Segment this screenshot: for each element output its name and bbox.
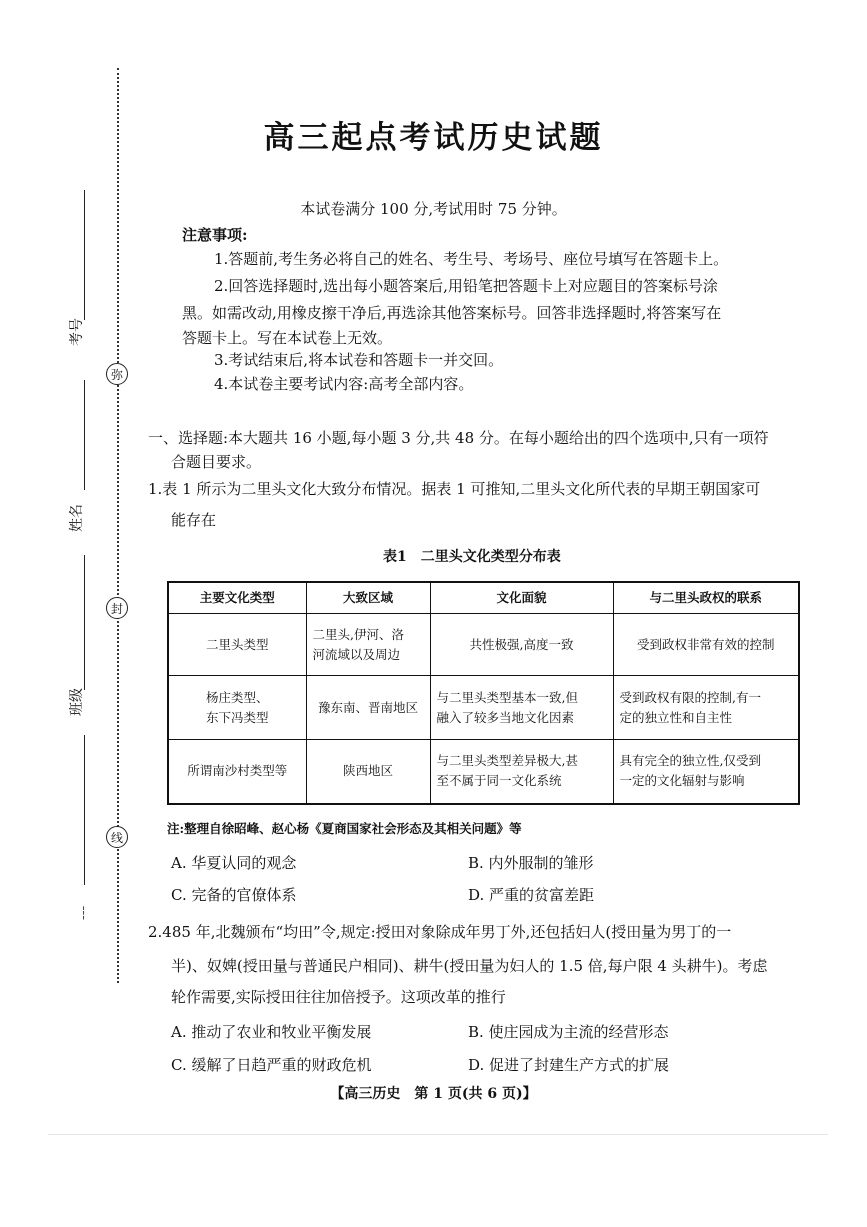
notice-line-6: 4.本试卷主要考试内容:高考全部内容。 xyxy=(214,375,474,393)
table-cell xyxy=(430,614,613,676)
seal-mark-xian: 线 xyxy=(106,826,128,848)
seat-write-line xyxy=(84,735,85,885)
cell-text: 具有完全的独立性,仅受到 xyxy=(619,753,761,769)
question-2-option-d: D. 促进了封建生产方式的扩展 xyxy=(468,1056,670,1074)
class-write-line xyxy=(84,555,85,690)
table-header-row xyxy=(168,582,799,614)
cell-text: 受到政权非常有效的控制 xyxy=(636,636,775,652)
column-header: 主要文化类型 xyxy=(168,582,306,614)
table-row xyxy=(168,740,799,804)
question-2-stem-line-2: 半)、奴婢(授田量与普通民户相同)、耕牛(授田量为妇人的 1.5 倍,每户限 4 头耕牛)。考虑 xyxy=(171,957,768,975)
notice-line-4: 答题卡上。写在本试卷上无效。 xyxy=(182,329,393,347)
exam-info: 本试卷满分 100 分,考试用时 75 分钟。 xyxy=(300,200,567,218)
column-header: 大致区域 xyxy=(306,582,430,614)
column-header: 与二里头政权的联系 xyxy=(613,582,799,614)
table-cell xyxy=(168,676,306,740)
question-1-stem-line-2: 能存在 xyxy=(171,511,217,529)
question-1-option-d: D. 严重的贫富差距 xyxy=(468,886,595,904)
name-label: 姓名 xyxy=(69,504,85,532)
question-2-option-b: B. 使庄园成为主流的经营形态 xyxy=(468,1023,669,1041)
cell-text: 至不属于同一文化系统 xyxy=(436,773,562,789)
cell-text: 定的独立性和自主性 xyxy=(619,709,733,725)
question-2-option-a: A. 推动了农业和牧业平衡发展 xyxy=(171,1023,372,1041)
notice-heading: 注意事项: xyxy=(182,226,248,244)
table-1-title: 表1 二里头文化类型分布表 xyxy=(383,549,561,565)
table-cell xyxy=(168,740,306,804)
table-cell xyxy=(613,614,799,676)
cell-text: 融入了较多当地文化因素 xyxy=(436,709,575,725)
question-2-stem-line-1: 2.485 年,北魏颁布“均田”令,规定:授田对象除成年男丁外,还包括妇人(授田量为男丁的一 xyxy=(148,923,732,941)
cell-text: 河流域以及周边 xyxy=(312,646,401,662)
table-cell xyxy=(168,614,306,676)
cell-text: 二里头,伊河、洛 xyxy=(312,626,404,642)
table-cell xyxy=(306,676,430,740)
table-cell xyxy=(306,740,430,804)
seal-mark-mi: 弥 xyxy=(106,363,128,385)
table-row xyxy=(168,676,799,740)
exam-number-label: 考号 xyxy=(69,318,85,346)
cell-text: 所谓南沙村类型等 xyxy=(187,763,288,779)
cell-text: 杨庄类型、 xyxy=(205,689,269,705)
page-footer: 【高三历史 第 1 页(共 6 页)】 xyxy=(330,1086,537,1102)
cell-text: 与二里头类型差异极大,甚 xyxy=(436,753,578,769)
page-title: 高三起点考试历史试题 xyxy=(263,120,604,156)
question-1-option-a: A. 华夏认同的观念 xyxy=(171,854,297,872)
table-cell xyxy=(430,676,613,740)
table-cell xyxy=(430,740,613,804)
question-2-stem-line-3: 轮作需要,实际授田往往加倍授予。这项改革的推行 xyxy=(171,988,506,1006)
column-header: 文化面貌 xyxy=(430,582,613,614)
culture-distribution-table xyxy=(167,581,800,805)
class-label: 班级 xyxy=(69,688,85,716)
cell-text: 与二里头类型基本一致,但 xyxy=(436,689,578,705)
cell-text: 东下冯类型 xyxy=(205,709,269,725)
seal-mark-feng: 封 xyxy=(106,597,128,619)
section-instruction-line-1: 一、选择题:本大题共 16 小题,每小题 3 分,共 48 分。在每小题给出的四个选项中,只有一项符 xyxy=(148,429,769,447)
notice-line-5: 3.考试结束后,将本试卷和答题卡一并交回。 xyxy=(214,351,504,369)
question-2-option-c: C. 缓解了日趋严重的财政危机 xyxy=(171,1056,372,1074)
notice-line-1: 1.答题前,考生务必将自己的姓名、考生号、考场号、座位号填写在答题卡上。 xyxy=(214,250,729,268)
table-row xyxy=(168,614,799,676)
margin-tick: ┆ xyxy=(80,906,88,920)
cell-text: 一定的文化辐射与影响 xyxy=(619,773,745,789)
question-1-option-b: B. 内外服制的雏形 xyxy=(468,854,594,872)
table-cell xyxy=(306,614,430,676)
table-cell xyxy=(613,676,799,740)
cell-text: 二里头类型 xyxy=(205,636,269,652)
section-instruction-line-2: 合题目要求。 xyxy=(171,453,262,471)
notice-line-3: 黑。如需改动,用橡皮擦干净后,再选涂其他答案标号。回答非选择题时,将答案写在 xyxy=(182,304,722,322)
page-bottom-rule xyxy=(48,1134,828,1135)
table-source-note: 注:整理自徐昭峰、赵心杨《夏商国家社会形态及其相关问题》等 xyxy=(167,821,522,836)
question-1-option-c: C. 完备的官僚体系 xyxy=(171,886,297,904)
name-write-line xyxy=(84,380,85,490)
cell-text: 受到政权有限的控制,有一 xyxy=(619,689,761,705)
table-cell xyxy=(613,740,799,804)
notice-line-2: 2.回答选择题时,选出每小题答案后,用铅笔把答题卡上对应题目的答案标号涂 xyxy=(214,277,718,295)
question-1-stem-line-1: 1.表 1 所示为二里头文化大致分布情况。据表 1 可推知,二里头文化所代表的早期王朝国家可 xyxy=(148,480,761,498)
cell-text: 陕西地区 xyxy=(342,763,393,779)
cell-text: 豫东南、晋南地区 xyxy=(317,699,418,715)
cell-text: 共性极强,高度一致 xyxy=(469,636,574,652)
